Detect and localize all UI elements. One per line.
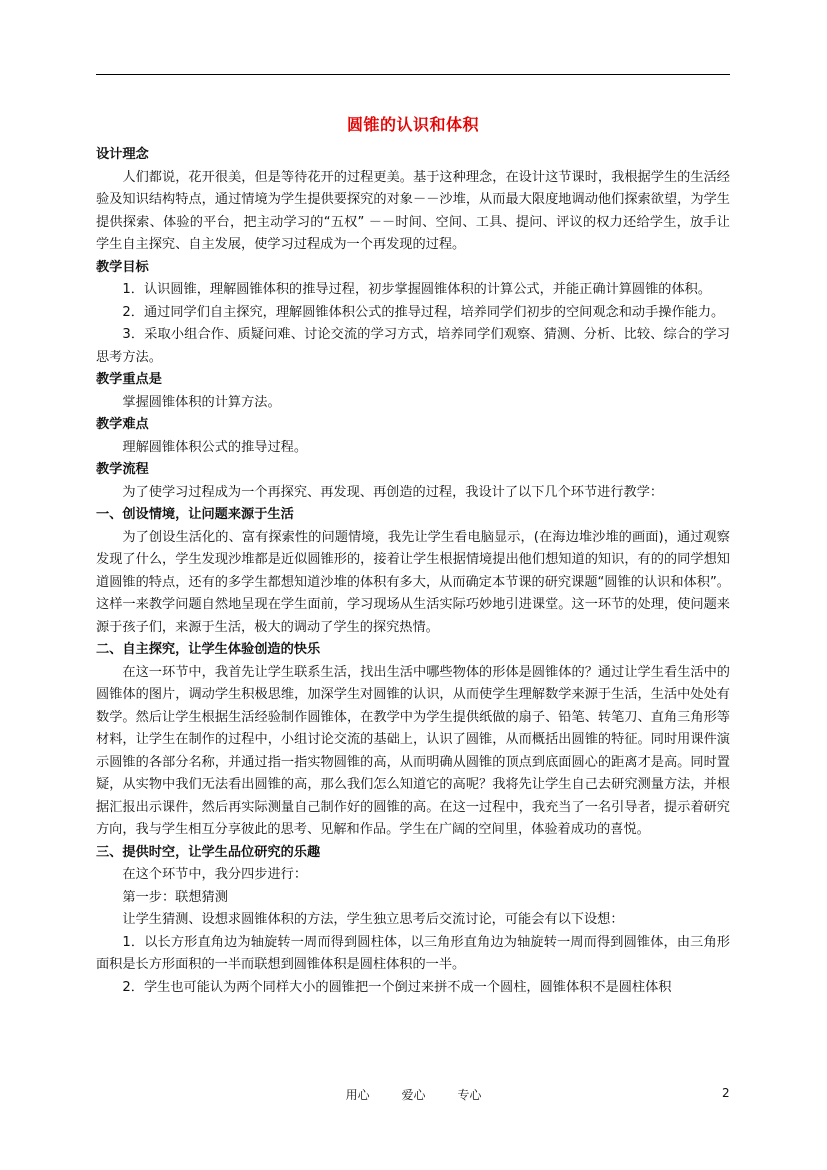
- document-body: [96, 144, 730, 999]
- body-paragraph: 2．学生也可能认为两个同样大小的圆锥把一个倒过来拼不成一个圆柱，圆锥体积不是圆柱体积: [122, 979, 672, 995]
- section-heading: 三、提供时空，让学生品位研究的乐趣: [96, 844, 321, 860]
- body-paragraph: 在这个环节中，我分四步进行：: [122, 867, 308, 882]
- body-paragraph: 掌握圆锥体积的计算方法。: [122, 394, 281, 410]
- section-heading: 教学重点是: [96, 372, 162, 387]
- section-heading: 一、创设情境，让问题来源于生活: [96, 507, 294, 522]
- body-paragraph: 人们都说，花开很美，但是等待花开的过程更美。基于这种理念，在设计这节课时，我根据学生的生活经验及知识结构特点，通过情境为学生提供要探究的对象－－沙堆，从而最大限度地调动他们探索欲望，为学生提供探索、体验的平台，把主动学习的“五权” －－时间、空间、工具、提问、评议的权力还给学生，放手让学生自主探究、自主发展，使学习过程成为一个再发现的过程。: [96, 169, 730, 252]
- footer-motto-item: 专心: [457, 1088, 482, 1102]
- document-title: 圆锥的认识和体积: [346, 115, 479, 134]
- body-paragraph: 让学生猜测、设想求圆锥体积的方法，学生独立思考后交流讨论，可能会有以下设想：: [122, 912, 624, 927]
- footer-motto-item: 用心: [345, 1088, 370, 1102]
- body-paragraph: 1．以长方形直角边为轴旋转一周而得到圆柱体，以三角形直角边为轴旋转一周而得到圆锥体，由三角形面积是长方形面积的一半而联想到圆锥体积是圆柱体积的一半。: [96, 934, 730, 972]
- body-paragraph: 为了使学习过程成为一个再探究、再发现、再创造的过程，我设计了以下几个环节进行教学：: [122, 484, 664, 500]
- body-paragraph: 为了创设生活化的、富有探索性的问题情境，我先让学生看电脑显示，(在海边堆沙堆的画面)，通过观察发现了什么，学生发现沙堆都是近似圆锥形的，接着让学生根据情境提出他们想知道的知识，有的的同学想知道圆锥的特点，还有的多学生都想知道沙堆的体积有多大，从而确定本节课的研究课题“圆锥的认识和体积”。这样一来教学问题自然地呈现在学生面前，学习现场从生活实际巧妙地引进课堂。这一环节的处理，使问题来源于孩子们，来源于生活，极大的调动了学生的探究热情。: [96, 529, 730, 635]
- section-heading: 教学目标: [96, 259, 149, 275]
- header-rule: [96, 74, 730, 75]
- section-heading: 教学流程: [96, 462, 149, 477]
- body-paragraph: 3．采取小组合作、质疑问难、讨论交流的学习方式，培养同学们观察、猜测、分析、比较、综合的学习思考方法。: [96, 327, 730, 365]
- section-heading: 二、自主探究，让学生体验创造的快乐: [96, 642, 321, 657]
- body-paragraph: 1．认识圆锥，理解圆锥体积的推导过程，初步掌握圆锥体积的计算公式，并能正确计算圆锥的体积。: [122, 282, 712, 297]
- footer-motto: [0, 1086, 827, 1103]
- section-heading: 设计理念: [96, 147, 149, 162]
- page-number: 2: [722, 1086, 730, 1100]
- body-paragraph: 2．通过同学们自主探究，理解圆锥体积公式的推导过程，培养同学们初步的空间观念和动手操作能力。: [122, 304, 725, 320]
- footer-motto-item: 爱心: [401, 1088, 426, 1102]
- body-paragraph: 理解圆锥体积公式的推导过程。: [122, 439, 308, 455]
- body-paragraph: 在这一环节中，我首先让学生联系生活，找出生活中哪些物体的形体是圆锥体的？通过让学生看生活中的圆锥体的图片，调动学生积极思维，加深学生对圆锥的认识，从而使学生理解数学来源于生活，生活中处处有数学。然后让学生根据生活经验制作圆锥体，在教学中为学生提供纸做的扇子、铅笔、转笔刀、直角三角形等材料，让学生在制作的过程中，小组讨论交流的基础上，认识了圆锥，从而概括出圆锥的特征。同时用课件演示圆锥的各部分名称，并通过指一指实物圆锥的高，从而明确从圆锥的顶点到底面圆心的距离才是高。同时置疑，从实物中我们无法看出圆锥的高，那么我们怎么知道它的高呢？我将先让学生自己去研究测量方法，并根据汇报出示课件，然后再实际测量自己制作好的圆锥的高。在这一过程中，我充当了一名引导者，提示着研究方向，我与学生相互分享彼此的思考、见解和作品。学生在广阔的空间里，体验着成功的喜悦。: [96, 664, 730, 837]
- body-paragraph: 第一步：联想猜测: [122, 889, 228, 905]
- section-heading: 教学难点: [96, 417, 149, 432]
